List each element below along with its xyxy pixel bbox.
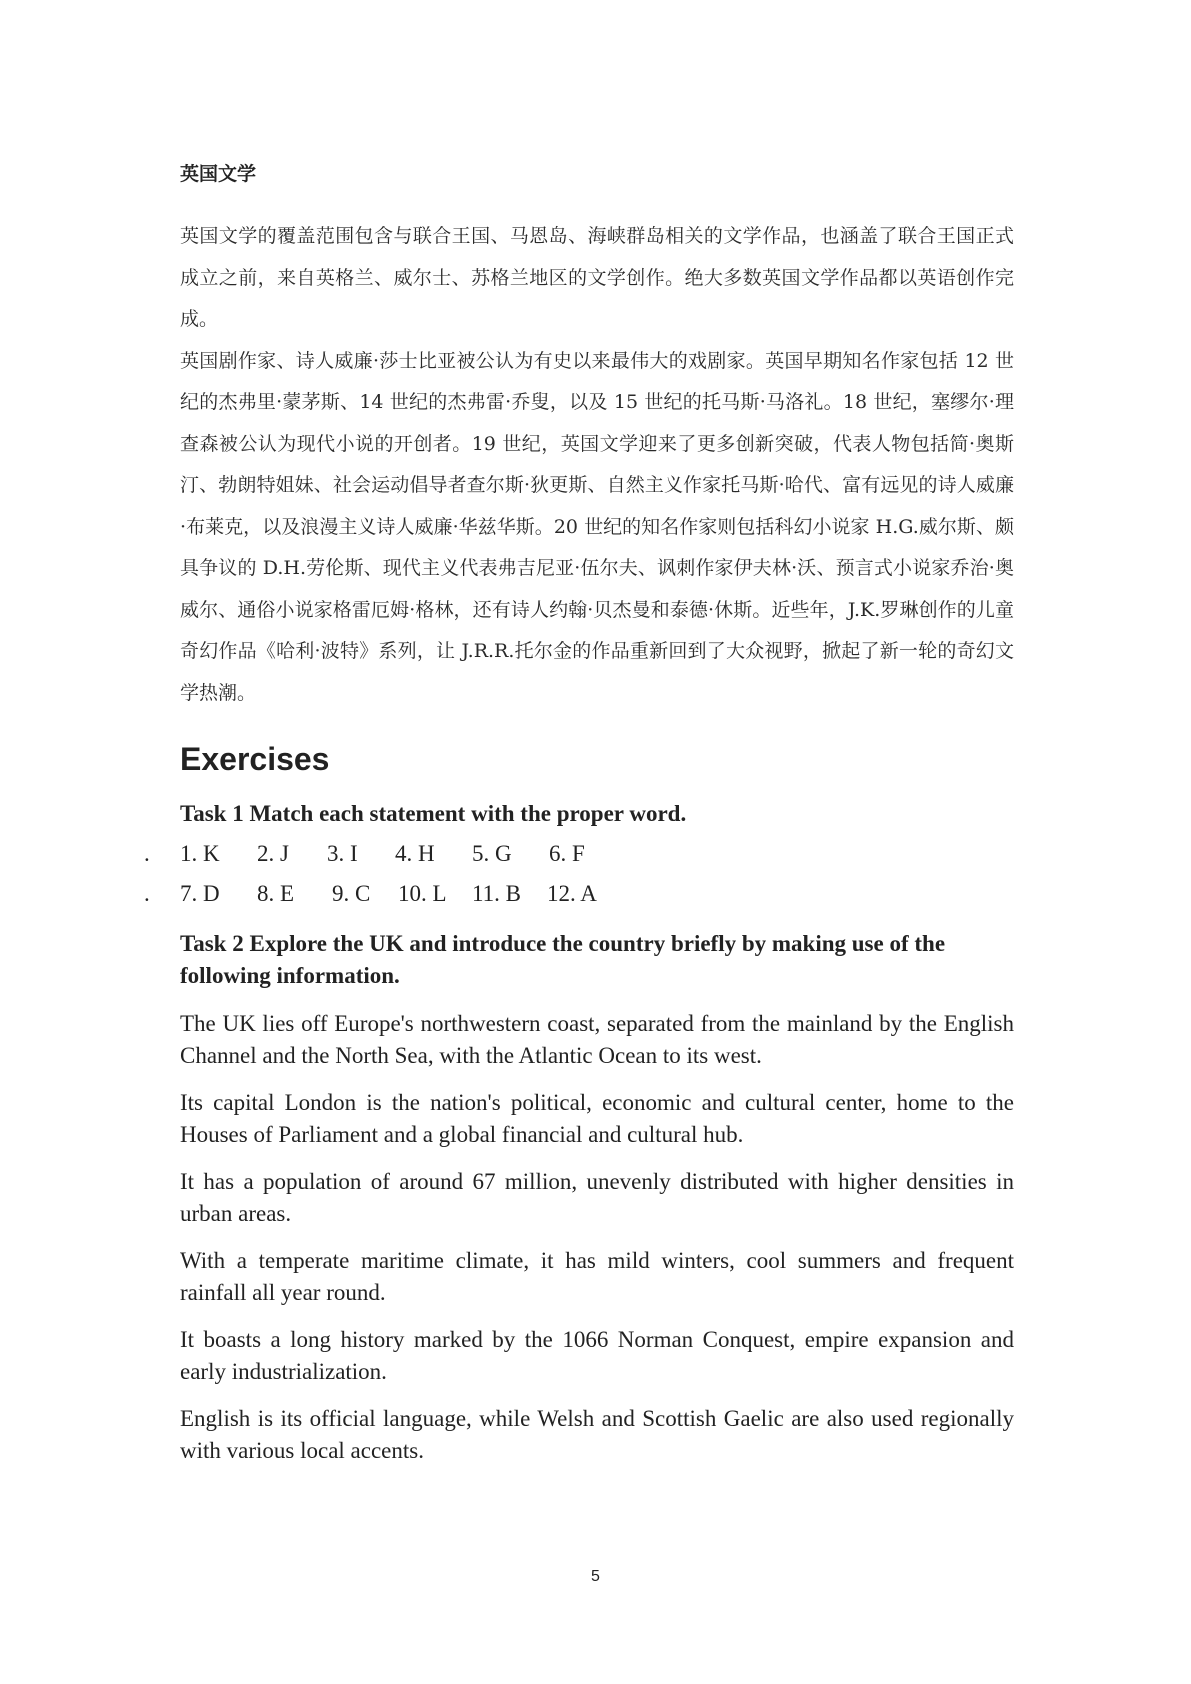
answer-item: 7. D bbox=[180, 881, 220, 906]
row-marker: . bbox=[144, 881, 150, 906]
answer-item: 1. K bbox=[180, 841, 220, 866]
answer-item: 2. J bbox=[257, 841, 289, 866]
task2-paragraph-1: The UK lies off Europe's northwestern coast, separated from the mainland by the English Channel and the North Sea, with the Atlantic Ocean to its west. bbox=[180, 1011, 1014, 1068]
answer-item: 3. I bbox=[327, 841, 358, 866]
answer-item: 5. G bbox=[472, 841, 512, 866]
answer-row bbox=[144, 834, 1014, 874]
answer-item: 11. B bbox=[472, 881, 521, 906]
answer-item: 12. A bbox=[547, 881, 597, 906]
exercises-heading: Exercises bbox=[180, 741, 330, 777]
cn-paragraph-2: 英国剧作家、诗人威廉·莎士比亚被公认为有史以来最伟大的戏剧家。英国早期知名作家包括 12 世纪的杰弗里·蒙茅斯、14 世纪的杰弗雷·乔叟，以及 15 世纪的托马斯·马洛礼。18 世纪，塞缪尔·理查森被公认为现代小说的开创者。19 世纪，英国文学迎来了更多创新突破，代表人物包括简·奥斯汀、勃朗特姐妹、社会运动倡导者查尔斯·狄更斯、自然主义作家托马斯·哈代、富有远见的诗人威廉·布莱克，以及浪漫主义诗人威廉·华兹华斯。20 世纪的知名作家则包括科幻小说家 H.G.威尔斯、颇具争议的 D.H.劳伦斯、现代主义代表弗吉尼亚·伍尔夫、讽刺作家伊夫林·沃、预言式小说家乔治·奥威尔、通俗小说家格雷厄姆·格林，还有诗人约翰·贝杰曼和泰德·休斯。近些年，J.K.罗琳创作的儿童奇幻作品《哈利·波特》系列，让 J.R.R.托尔金的作品重新回到了大众视野，掀起了新一轮的奇幻文学热潮。 bbox=[180, 349, 1014, 704]
page-content bbox=[144, 158, 1014, 1466]
task1-title: Task 1 Match each statement with the proper word. bbox=[180, 801, 687, 826]
answer-row bbox=[144, 874, 1014, 914]
answer-item: 6. F bbox=[549, 841, 585, 866]
task2-paragraph-6: English is its official language, while Welsh and Scottish Gaelic are also used regionally with various local accents. bbox=[180, 1406, 1014, 1463]
task2-paragraph-4: With a temperate maritime climate, it has mild winters, cool summers and frequent rainfall all year round. bbox=[180, 1248, 1014, 1305]
answer-item: 8. E bbox=[257, 881, 295, 906]
task2-paragraph-5: It boasts a long history marked by the 1066 Norman Conquest, empire expansion and early industrialization. bbox=[180, 1327, 1014, 1384]
answer-item: 4. H bbox=[395, 841, 435, 866]
cn-paragraph-1: 英国文学的覆盖范围包含与联合王国、马恩岛、海峡群岛相关的文学作品，也涵盖了联合王国正式成立之前，来自英格兰、威尔士、苏格兰地区的文学创作。绝大多数英国文学作品都以英语创作完成。 bbox=[180, 225, 1014, 330]
row-marker: . bbox=[144, 841, 150, 866]
answer-item: 9. C bbox=[332, 881, 371, 906]
task2-title: Task 2 Explore the UK and introduce the country briefly by making use of the following information. bbox=[180, 931, 946, 988]
task2-paragraph-2: Its capital London is the nation's political, economic and cultural center, home to the Houses of Parliament and a global financial and cultural hub. bbox=[180, 1090, 1014, 1147]
task2-paragraph-3: It has a population of around 67 million, unevenly distributed with higher densities in urban areas. bbox=[180, 1169, 1014, 1226]
answer-item: 10. L bbox=[398, 881, 447, 906]
section-title: 英国文学 bbox=[180, 163, 257, 185]
page-number: 5 bbox=[591, 1568, 600, 1585]
